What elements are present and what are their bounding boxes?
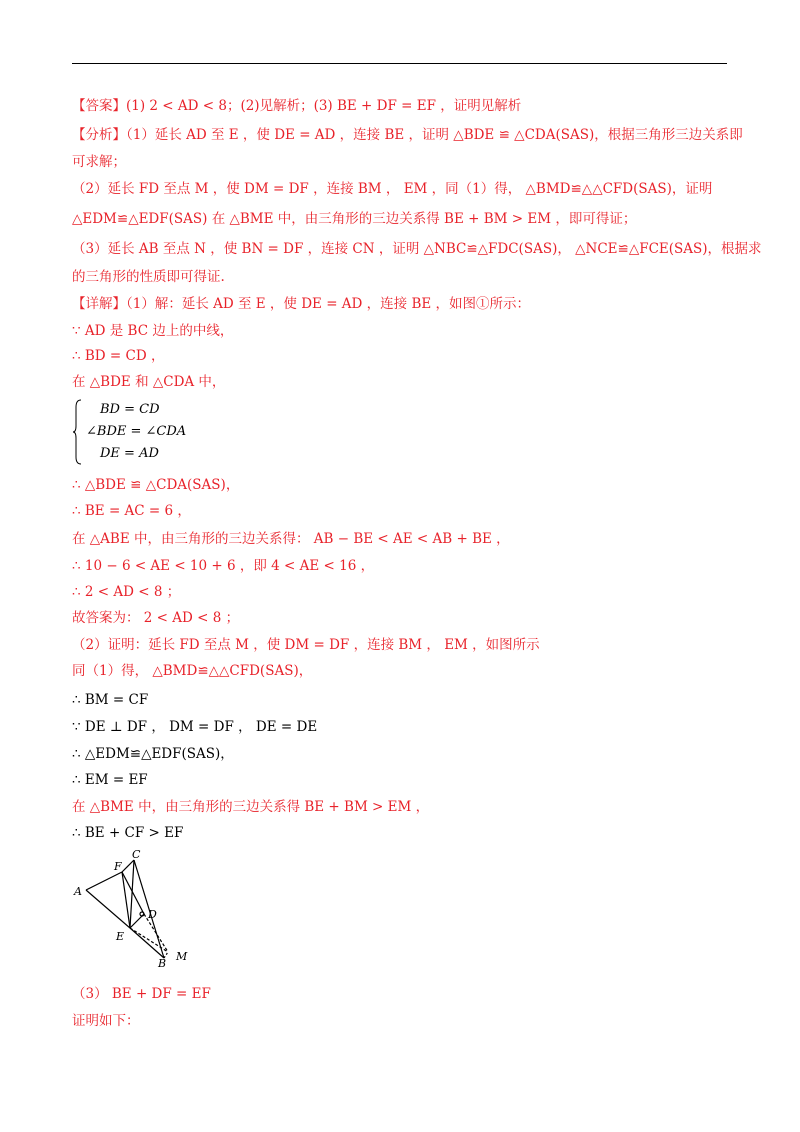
detail-line-4: 在 △BDE 和 △CDA 中， <box>72 374 226 390</box>
geometry-figure <box>72 848 202 968</box>
detail-line-6: ∴ BE = AC = 6 ， <box>72 503 191 519</box>
detail-line-5: ∴ △BDE ≌ △CDA(SAS)， <box>72 477 240 493</box>
segment-em <box>130 928 168 952</box>
detail-line-9: ∴ 2 < AD < 8 ； <box>72 584 181 600</box>
system-eq-1: BD = CD <box>100 402 160 417</box>
detail-line-15: ∴ △EDM≌△EDF(SAS)， <box>72 746 234 762</box>
label-e: E <box>116 930 125 943</box>
detail-line-11: （2）证明：延长 FD 至点 M ，使 DM = DF ，连接 BM ， EM ，如图所示 <box>72 637 540 653</box>
analysis-line-3: （2）延长 FD 至点 M ，使 DM = DF ，连接 BM ， EM ，同（1）得， △BMD≌△△CFD(SAS)，证明 <box>72 181 713 197</box>
segment-fc <box>122 860 134 872</box>
detail-line-13: ∴ BM = CF <box>72 692 149 708</box>
detail-line-17: 在 △BME 中，由三角形的三边关系得 BE + BM > EM ， <box>72 799 430 815</box>
system-eq-3: DE = AD <box>100 446 159 461</box>
header-rule <box>72 63 727 64</box>
segment-af <box>86 872 122 890</box>
analysis-line-6: 的三角形的性质即可得证. <box>72 269 225 285</box>
detail-line-12: 同（1）得， △BMD≌△△CFD(SAS)， <box>72 663 313 679</box>
detail-line-18: ∴ BE + CF > EF <box>72 825 184 841</box>
analysis-line-2: 可求解； <box>72 154 126 170</box>
segment-ae <box>86 890 130 928</box>
analysis-line-1: 【分析】（1）延长 AD 至 E ，使 DE = AD ，连接 BE ，证明 △BDE ≌ △CDA(SAS)，根据三角形三边关系即 <box>72 127 743 143</box>
detail-line-14: ∵ DE ⊥ DF ， DM = DF ， DE = DE <box>72 719 318 735</box>
detail-line-16: ∴ EM = EF <box>72 772 148 788</box>
detail-line-2: ∵ AD 是 BC 边上的中线， <box>72 323 234 339</box>
detail-line-10: 故答案为： 2 < AD < 8 ； <box>72 610 240 626</box>
analysis-line-5: （3）延长 AB 至点 N ，使 BN = DF ，连接 CN ，证明 △NBC≌△FDC(SAS)， △NCE≌△FCE(SAS)，根据求 <box>72 241 762 257</box>
label-c: C <box>132 848 141 861</box>
label-b: B <box>158 957 167 968</box>
part3-line-2: 证明如下： <box>72 1013 140 1029</box>
detail-line-8: ∴ 10 − 6 < AE < 10 + 6 ，即 4 < AE < 16 ， <box>72 558 375 574</box>
system-brace <box>72 399 82 465</box>
label-f: F <box>114 860 122 873</box>
analysis-line-4: △EDM≌△EDF(SAS) 在 △BME 中，由三角形的三边关系得 BE + BM > EM ，即可得证； <box>72 211 637 227</box>
label-a: A <box>74 885 82 898</box>
answer-line: 【答案】(1) 2 < AD < 8；(2)见解析；(3) BE + DF = EF ，证明见解析 <box>72 98 522 114</box>
label-d: D <box>148 908 157 921</box>
label-m: M <box>176 950 188 963</box>
detail-line-7: 在 △ABE 中，由三角形的三边关系得： AB − BE < AE < AB + BE ， <box>72 531 510 547</box>
part3-line-1: （3） BE + DF = EF <box>72 986 211 1002</box>
detail-line-3: ∴ BD = CD ， <box>72 348 165 364</box>
detail-line-1: 【详解】（1）解：延长 AD 至 E ，使 DE = AD ，连接 BE ，如图①所示： <box>72 296 531 312</box>
system-eq-2: ∠BDE = ∠CDA <box>86 424 187 439</box>
